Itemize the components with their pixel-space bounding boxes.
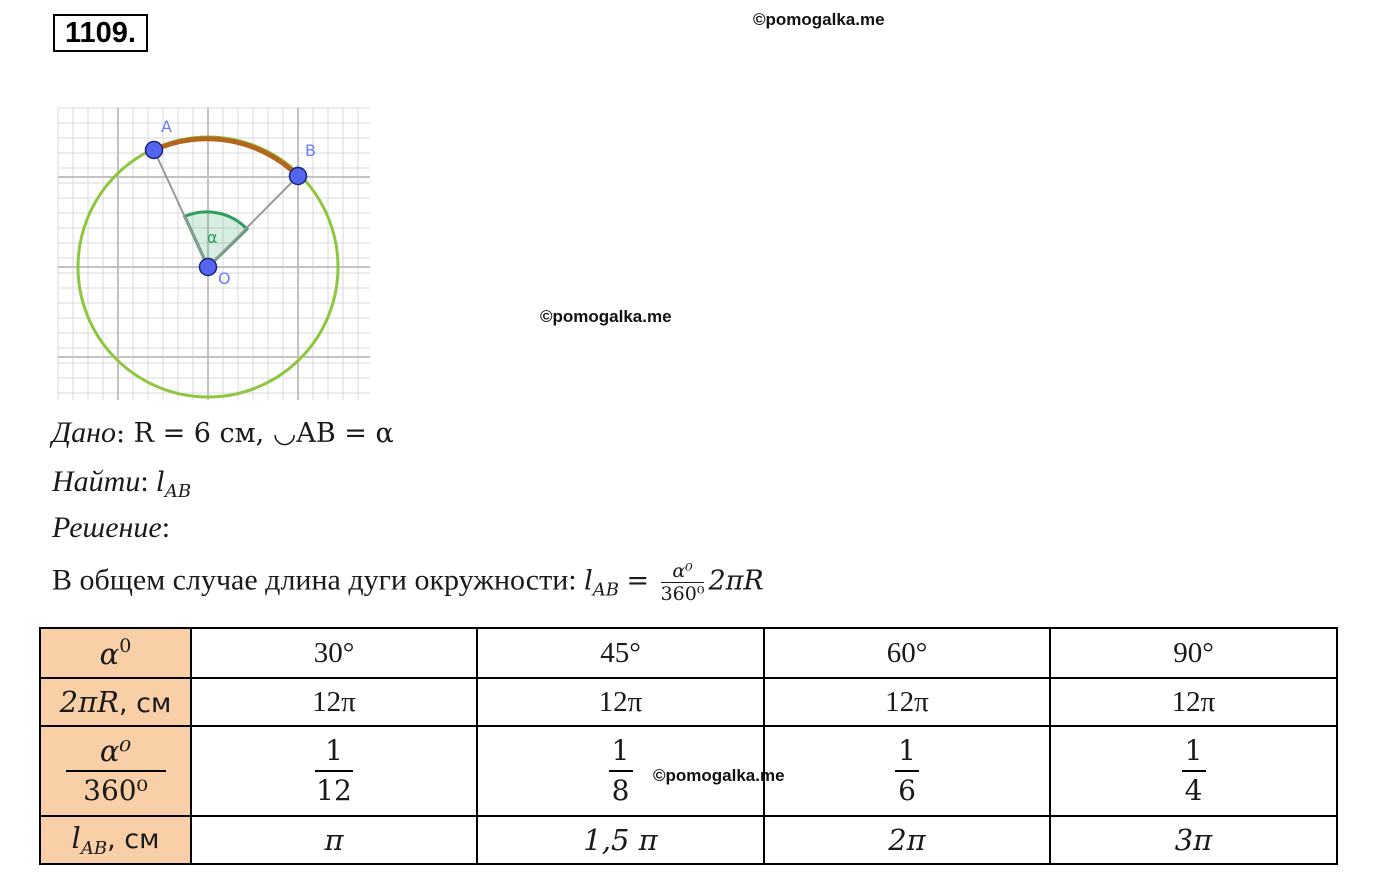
row-angle [40,628,1337,678]
formula-fraction [661,560,705,605]
arc-ab [154,139,298,176]
circle-figure [50,100,380,415]
angle-cell: 30° [191,628,477,678]
length-cell: 3π [1050,816,1337,864]
formula-lhs-sub: AB [592,579,619,601]
label-b: B [305,141,316,160]
angle-cell: 60° [764,628,1050,678]
given-text: : R = 6 см, ◡AB = α [115,418,394,449]
watermark: ©pomogalka.me [653,766,785,785]
point-b [290,168,307,185]
given-line [52,416,394,450]
ratio-cell: $\frac{1}{12}$ [191,726,477,816]
length-cell: 1,5 π [477,816,764,864]
ratio-cell: $\frac{1}{6}$ [764,726,1050,816]
row-arc-length [40,816,1337,864]
formula-line [52,560,764,605]
solution-colon: : [161,511,171,544]
header-arc-length: $l_{AB}$, см [40,816,191,864]
length-cell: π [191,816,477,864]
header-angle: $\alpha^0$ [40,628,191,678]
find-label: Найти [52,465,141,498]
header-circumference: 2πR, см [40,678,191,726]
formula-denominator: 360⁰ [660,583,705,605]
label-a: A [161,117,172,136]
circumference-cell: 12π [191,678,477,726]
solution-label: Решение [52,511,162,544]
circumference-cell: 12π [1050,678,1337,726]
formula-eq: = [626,565,650,597]
angle-cell: 45° [477,628,764,678]
angle-cell: 90° [1050,628,1337,678]
find-var: l [156,467,165,498]
ratio-cell: $\frac{1}{8}$ [477,726,764,816]
circumference-cell: 12π [764,678,1050,726]
circumference-cell: 12π [477,678,764,726]
results-table [39,627,1338,865]
formula-rhs: 2πR [708,565,764,597]
point-a [146,142,163,159]
label-alpha: α [207,228,218,247]
watermark: ©pomogalka.me [753,10,885,29]
row-circumference [40,678,1337,726]
figure-canvas [50,100,380,410]
find-colon: : [140,465,157,498]
point-o [200,259,217,276]
given-label: Дано [52,416,116,449]
watermark: ©pomogalka.me [540,307,672,326]
ratio-cell: $\frac{1}{4}$ [1050,726,1337,816]
solution-line [52,511,170,545]
length-cell: 2π [764,816,1050,864]
formula-numerator: α⁰ [672,560,693,582]
find-line [52,465,191,502]
formula-lhs: l [584,565,593,597]
formula-text: В общем случае длина дуги окружности: [52,563,577,597]
find-sub: AB [164,481,192,502]
label-o: O [218,269,231,288]
header-ratio: $\frac{\text{α⁰}}{\text{360⁰}}$ [40,726,191,816]
problem-number: 1109. [53,14,148,52]
